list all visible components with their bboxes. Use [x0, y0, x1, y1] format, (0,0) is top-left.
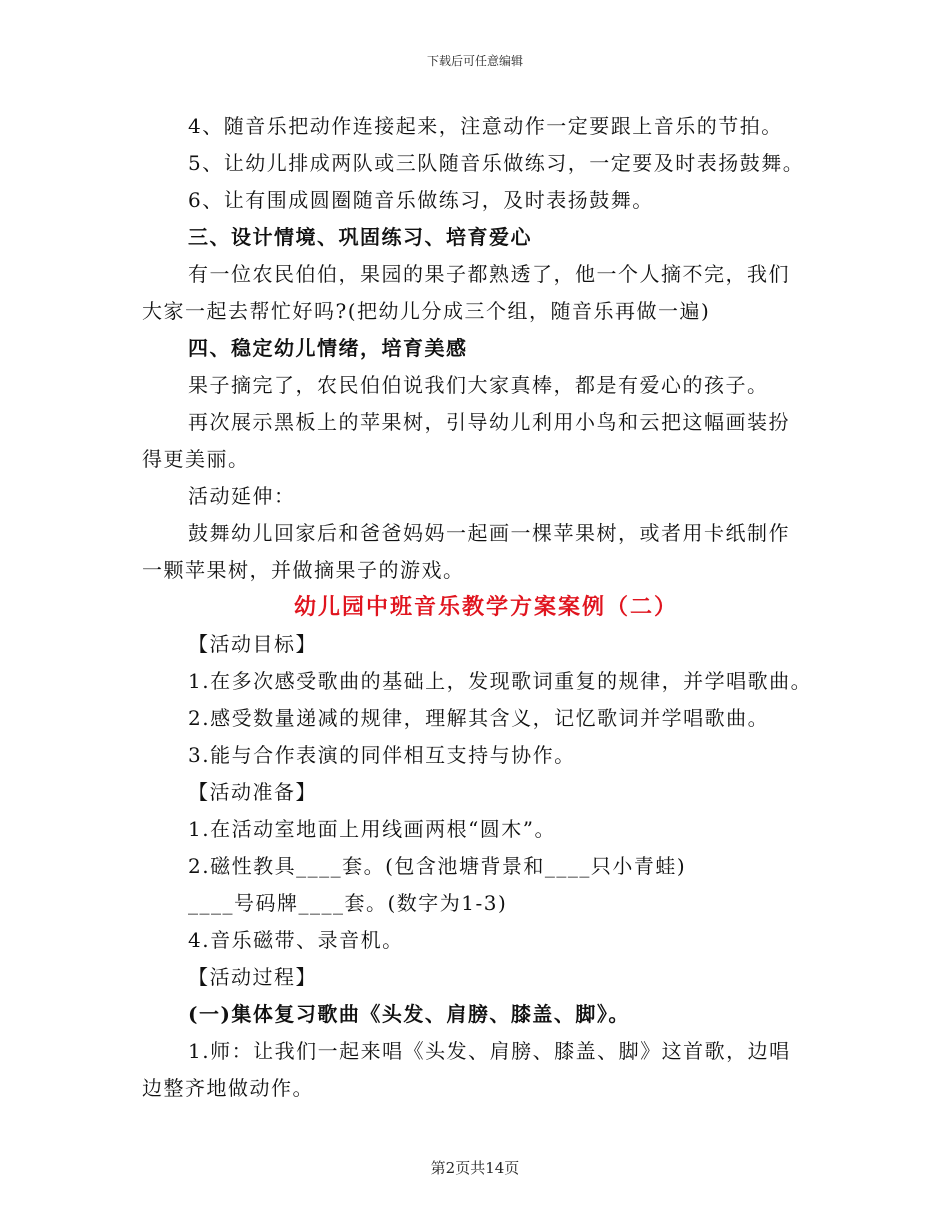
goal-item: 3.能与合作表演的同伴相互支持与协作。 [188, 743, 576, 767]
paragraph-line: 鼓舞幼儿回家后和爸爸妈妈一起画一棵苹果树，或者用卡纸制作 [188, 521, 790, 545]
prep-item: ____号码牌____套。(数字为1-3) [188, 891, 508, 915]
activity-process-heading: 【活动过程】 [188, 965, 317, 989]
page-footer: 第2页共14页 [430, 1159, 520, 1177]
goal-item: 2.感受数量递减的规律，理解其含义，记忆歌词并学唱歌曲。 [188, 706, 770, 730]
process-subheading: (一)集体复习歌曲《头发、肩膀、膝盖、脚》。 [188, 1002, 630, 1026]
section-heading-3: 三、设计情境、巩固练习、培育爱心 [188, 225, 532, 249]
activity-prep-heading: 【活动准备】 [188, 780, 317, 804]
paragraph-line: 得更美丽。 [142, 447, 250, 471]
paragraph-line: 一颗苹果树，并做摘果子的游戏。 [142, 558, 465, 582]
step-6: 6、让有围成圆圈随音乐做练习，及时表扬鼓舞。 [188, 188, 654, 212]
step-4: 4、随音乐把动作连接起来，注意动作一定要跟上音乐的节拍。 [188, 114, 783, 138]
step-5: 5、让幼儿排成两队或三队随音乐做练习，一定要及时表扬鼓舞。 [188, 151, 805, 175]
paragraph-line: 果子摘完了，农民伯伯说我们大家真棒，都是有爱心的孩子。 [188, 373, 769, 397]
paragraph-line: 边整齐地做动作。 [142, 1076, 314, 1100]
paragraph-line: 大家一起去帮忙好吗?(把幼儿分成三个组，随音乐再做一遍) [142, 299, 711, 323]
activity-goals-heading: 【活动目标】 [188, 632, 317, 656]
paragraph-line: 1.师：让我们一起来唱《头发、肩膀、膝盖、脚》这首歌，边唱 [188, 1039, 791, 1063]
prep-item: 1.在活动室地面上用线画两根“圆木”。 [188, 817, 557, 841]
prep-item: 4.音乐磁带、录音机。 [188, 928, 404, 952]
activity-extension-label: 活动延伸： [188, 484, 296, 508]
prep-item: 2.磁性教具____套。(包含池塘背景和____只小青蛙) [188, 854, 687, 878]
paragraph-line: 再次展示黑板上的苹果树，引导幼儿利用小鸟和云把这幅画装扮 [188, 410, 790, 434]
goal-item: 1.在多次感受歌曲的基础上，发现歌词重复的规律，并学唱歌曲。 [188, 669, 813, 693]
paragraph-line: 有一位农民伯伯，果园的果子都熟透了，他一个人摘不完，我们 [188, 262, 790, 286]
document-body [142, 108, 812, 1107]
section-heading-4: 四、稳定幼儿情绪，培育美感 [188, 336, 468, 360]
page-header: 下载后可任意编辑 [426, 54, 523, 68]
document-title: 幼儿园中班音乐教学方案案例（二） [293, 594, 678, 620]
